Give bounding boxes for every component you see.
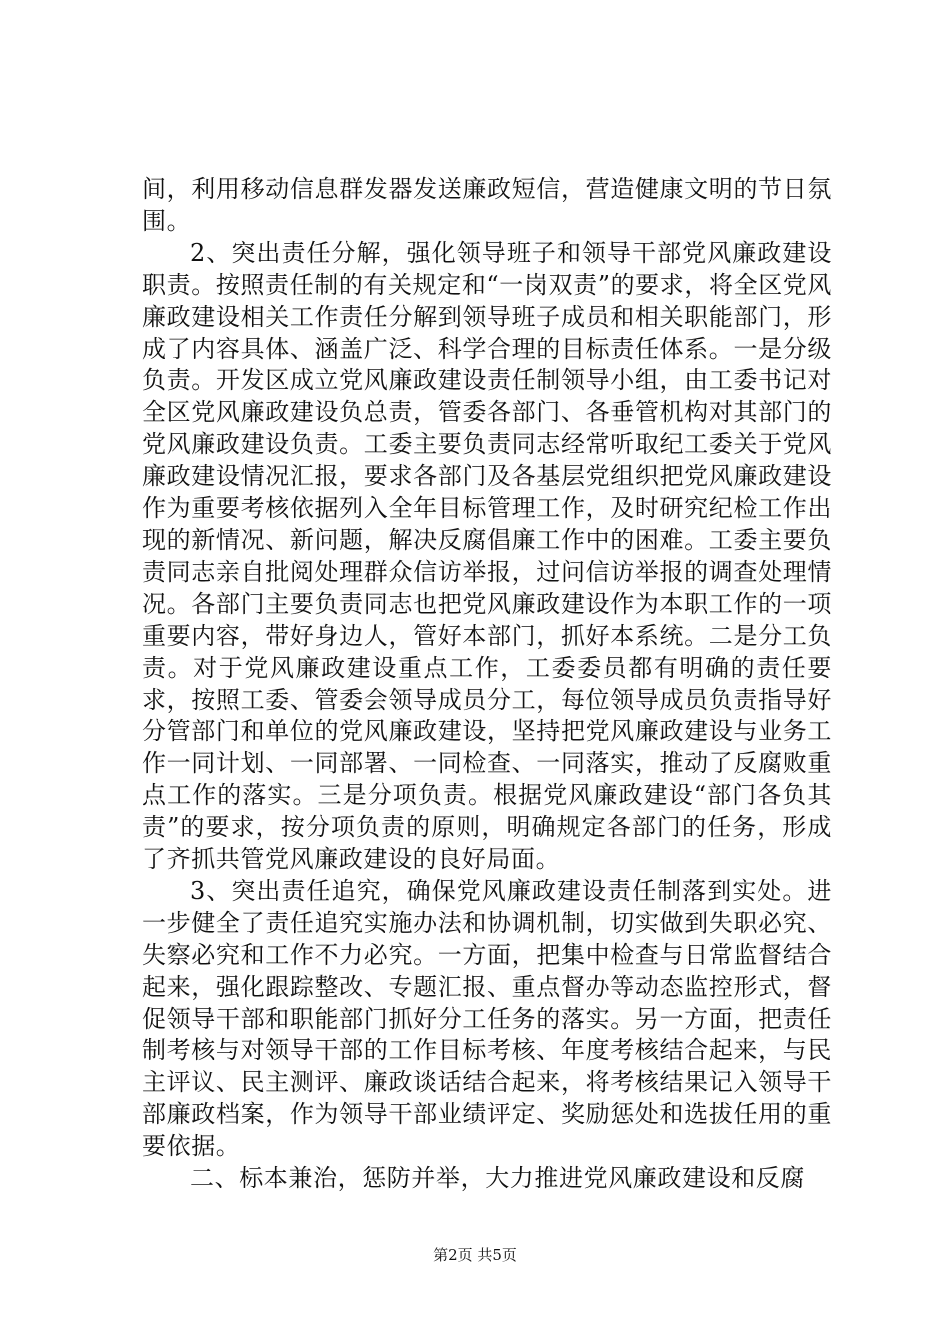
paragraph-section-3: 3、突出责任追究，确保党风廉政建设责任制落到实处。进一步健全了责任追究实施办法和协调机制，切实做到失职必究、失察必究和工作不力必究。一方面，把集中检查与日常监督结合起来，强化跟踪整改、专题汇报、重点督办等动态监控形式，督促领导干部和职能部门抓好分工任务的落实。另一方面，把责任制考核与对领导干部的工作目标考核、年度考核结合起来，与民主评议、民主测评、廉政谈话结合起来，将考核结果记入领导干部廉政档案，作为领导干部业绩评定、奖励惩处和选拔任用的重要依据。 bbox=[142, 876, 832, 1161]
paragraph-heading-2: 二、标本兼治，惩防并举，大力推进党风廉政建设和反腐 bbox=[190, 1164, 805, 1193]
paragraph-section-2: 2、突出责任分解，强化领导班子和领导干部党风廉政建设职责。按照责任制的有关规定和“一岗双责”的要求，将全区党风廉政建设相关工作责任分解到领导班子成员和相关职能部门，形成了内容具体、涵盖广泛、科学合理的目标责任体系。一是分级负责。开发区成立党风廉政建设责任制领导小组，由工委书记对全区党风廉政建设负总责，管委各部门、各垂管机构对其部门的党风廉政建设负责。工委主要负责同志经常听取纪工委关于党风廉政建设情况汇报，要求各部门及各基层党组织把党风廉政建设作为重要考核依据列入全年目标管理工作，及时研究纪检工作出现的新情况、新问题，解决反腐倡廉工作中的困难。工委主要负责同志亲自批阅处理群众信访举报，过问信访举报的调查处理情况。各部门主要负责同志也把党风廉政建设作为本职工作的一项重要内容，带好身边人，管好本部门，抓好本系统。二是分工负责。对于党风廉政建设重点工作，工委委员都有明确的责任要求，按照工委、管委会领导成员分工，每位领导成员负责指导好分管部门和单位的党风廉政建设，坚持把党风廉政建设与业务工作一同计划、一同部署、一同检查、一同落实，推动了反腐败重点工作的落实。三是分项负责。根据党风廉政建设“部门各负其责”的要求，按分项负责的原则，明确规定各部门的任务，形成了齐抓共管党风廉政建设的良好局面。 bbox=[142, 238, 832, 874]
page-number: 第2页 共5页 bbox=[433, 1246, 517, 1264]
document-body bbox=[142, 174, 832, 1195]
paragraph-continuation: 间，利用移动信息群发器发送廉政短信，营造健康文明的节日氛围。 bbox=[142, 175, 832, 235]
